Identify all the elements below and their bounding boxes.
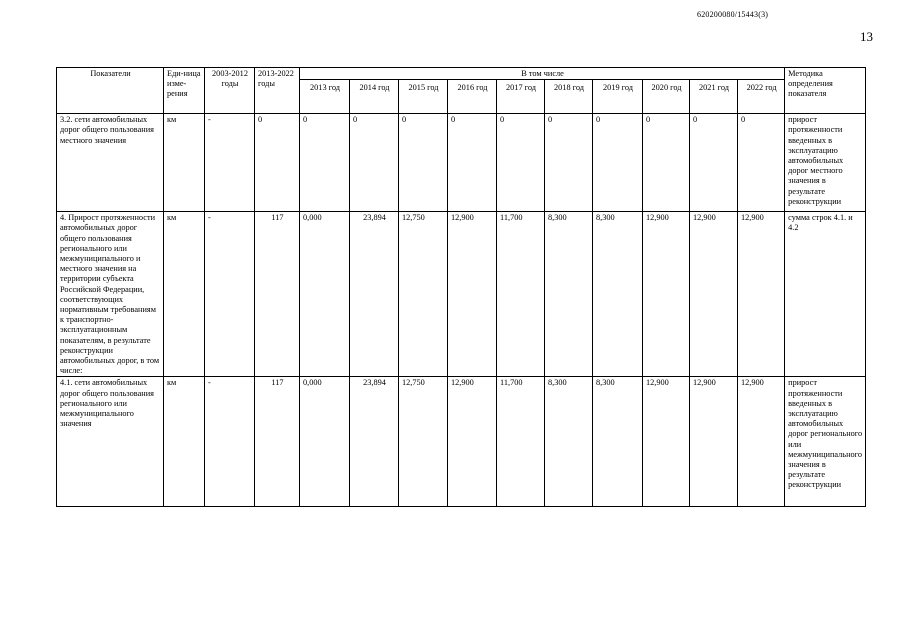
row-value-2016: 12,900 [448,212,497,377]
header-period-2003-2012: 2003-2012 годы [205,68,255,114]
row-value-2020: 0 [643,114,690,212]
row-indicator: 4.1. сети автомобильных дорог общего пользования регионального или межмуниципального значения [57,377,164,507]
row-period-2013-2022: 117 [255,212,300,377]
table-row [57,212,866,377]
row-unit: км [164,212,205,377]
row-value-2014: 23,894 [350,377,399,507]
table-row [57,114,866,212]
header-year: 2019 год [593,80,643,114]
header-year: 2013 год [300,80,350,114]
row-value-2013: 0,000 [300,212,350,377]
row-value-2016: 0 [448,114,497,212]
row-value-2017: 0 [497,114,545,212]
row-method: прирост протяженности введенных в эксплуатацию автомобильных дорог регионального или межмуниципального значения в результате реконструкции [785,377,866,507]
row-value-2022: 12,900 [738,212,785,377]
row-value-2020: 12,900 [643,377,690,507]
row-value-2015: 12,750 [399,377,448,507]
row-value-2014: 23,894 [350,212,399,377]
header-unit: Еди-ница изме-рения [164,68,205,114]
header-year: 2016 год [448,80,497,114]
row-value-2016: 12,900 [448,377,497,507]
row-value-2022: 0 [738,114,785,212]
row-value-2019: 0 [593,114,643,212]
row-value-2015: 0 [399,114,448,212]
row-method: сумма строк 4.1. и 4.2 [785,212,866,377]
row-value-2018: 8,300 [545,212,593,377]
header-method: Методика определения показателя [785,68,866,114]
header-year: 2018 год [545,80,593,114]
row-period-2003-2012: - [205,377,255,507]
row-unit: км [164,114,205,212]
row-period-2013-2022: 0 [255,114,300,212]
row-period-2003-2012: - [205,114,255,212]
row-value-2021: 0 [690,114,738,212]
row-indicator: 3.2. сети автомобильных дорог общего пользования местного значения [57,114,164,212]
header-year: 2021 год [690,80,738,114]
header-year: 2022 год [738,80,785,114]
page-number: 13 [860,29,873,44]
row-period-2003-2012: - [205,212,255,377]
row-indicator: 4. Прирост протяженности автомобильных дорог общего пользования регионального или межмуниципального и местного значения на территории субъекта Российской Федерации, соответствующих нормативным требованиям к транспортно-эксплуатационным показателям, в результате реконструкции автомобильных дорог, в том числе: [57,212,164,377]
indicators-table [56,67,866,507]
table-row [57,377,866,507]
header-including: В том числе [300,68,785,80]
row-value-2017: 11,700 [497,212,545,377]
header-year: 2014 год [350,80,399,114]
row-value-2017: 11,700 [497,377,545,507]
row-value-2022: 12,900 [738,377,785,507]
document-id: 620200080/15443(3) [697,10,769,19]
row-value-2013: 0,000 [300,377,350,507]
header-year: 2017 год [497,80,545,114]
row-value-2018: 0 [545,114,593,212]
header-year: 2015 год [399,80,448,114]
header-indicators: Показатели [57,68,164,114]
header-period-2013-2022: 2013-2022 годы [255,68,300,114]
row-value-2019: 8,300 [593,377,643,507]
row-unit: км [164,377,205,507]
row-method: прирост протяженности введенных в эксплуатацию автомобильных дорог местного значения в результате реконструкции [785,114,866,212]
row-value-2021: 12,900 [690,212,738,377]
row-period-2013-2022: 117 [255,377,300,507]
row-value-2014: 0 [350,114,399,212]
row-value-2019: 8,300 [593,212,643,377]
row-value-2020: 12,900 [643,212,690,377]
row-value-2015: 12,750 [399,212,448,377]
row-value-2021: 12,900 [690,377,738,507]
row-value-2018: 8,300 [545,377,593,507]
row-value-2013: 0 [300,114,350,212]
header-year: 2020 год [643,80,690,114]
